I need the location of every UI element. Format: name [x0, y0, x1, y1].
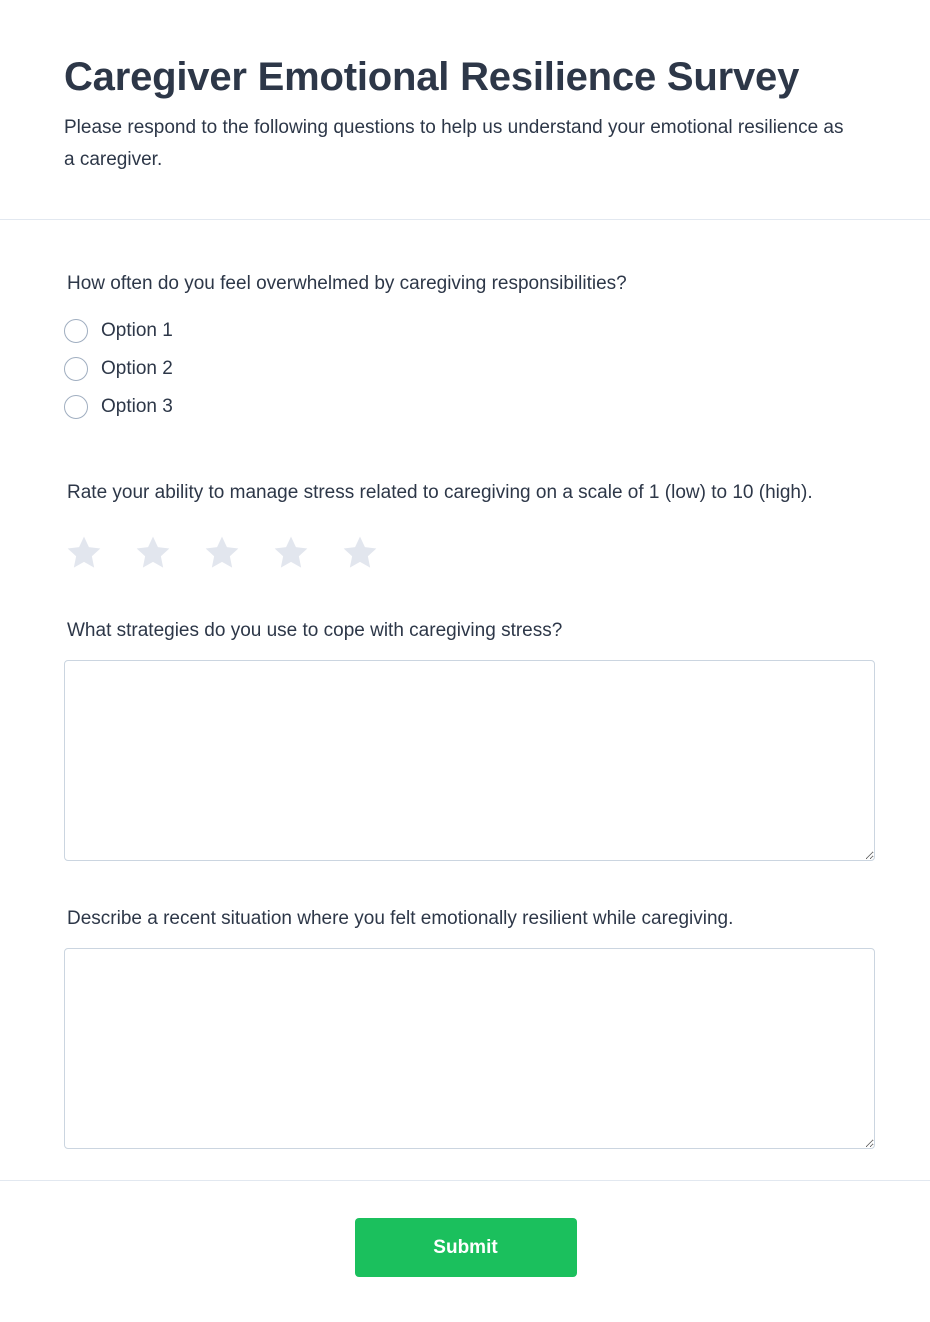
survey-body	[0, 272, 930, 1149]
question-1-label: How often do you feel overwhelmed by caregiving responsibilities?	[67, 273, 627, 294]
radio-label: Option 1	[101, 320, 173, 341]
radio-button[interactable]	[64, 319, 88, 343]
star-icon[interactable]	[271, 533, 311, 573]
survey-title: Caregiver Emotional Resilience Survey	[64, 55, 800, 99]
star-icon[interactable]	[202, 533, 242, 573]
question-1-options	[64, 312, 866, 426]
star-icon[interactable]	[133, 533, 173, 573]
radio-option-2[interactable]	[64, 350, 866, 388]
question-3-label: What strategies do you use to cope with caregiving stress?	[67, 620, 563, 641]
resilient-situation-textarea[interactable]	[64, 948, 875, 1149]
coping-strategies-textarea[interactable]	[64, 660, 875, 861]
survey-description: Please respond to the following questions to help us understand your emotional resilience as a caregiver.	[64, 117, 844, 170]
radio-button[interactable]	[64, 357, 88, 381]
radio-option-1[interactable]	[64, 312, 866, 350]
submit-button[interactable]: Submit	[355, 1218, 577, 1277]
radio-option-3[interactable]	[64, 388, 866, 426]
radio-button[interactable]	[64, 395, 88, 419]
star-rating	[64, 533, 866, 573]
star-icon[interactable]	[64, 533, 104, 573]
survey-footer	[0, 1180, 930, 1322]
star-icon[interactable]	[340, 533, 380, 573]
survey-header	[0, 0, 930, 220]
question-4-label: Describe a recent situation where you felt emotionally resilient while caregiving.	[67, 908, 734, 929]
question-2-label: Rate your ability to manage stress related to caregiving on a scale of 1 (low) to 10 (high).	[67, 482, 813, 503]
radio-label: Option 3	[101, 396, 173, 417]
radio-label: Option 2	[101, 358, 173, 379]
